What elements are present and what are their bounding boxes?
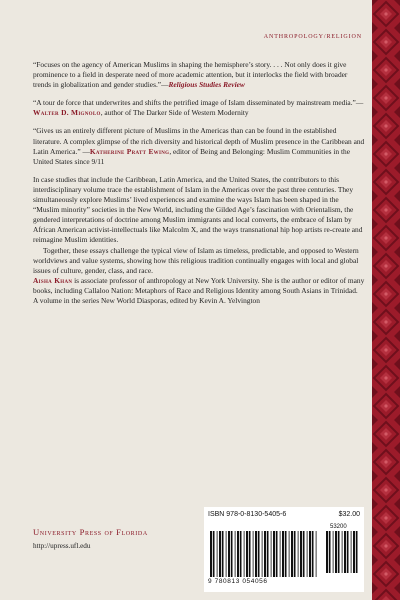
- barcode-bar: [307, 531, 308, 577]
- barcode-bar: [244, 531, 245, 577]
- category-label: ANTHROPOLOGY/RELIGION: [263, 34, 362, 40]
- barcode-bar: [222, 531, 224, 577]
- barcode-bar: [312, 531, 314, 577]
- barcode-bar: [219, 531, 221, 577]
- review-quote-1: [33, 60, 365, 90]
- barcode-bar: [213, 531, 215, 577]
- barcode-bar: [294, 531, 296, 577]
- barcode-bar: [285, 531, 287, 577]
- barcode-bar: [353, 531, 355, 573]
- barcode-bar: [356, 531, 358, 573]
- barcode-bar: [316, 531, 317, 577]
- addon-barcode: [326, 531, 360, 573]
- barcode-bar: [237, 531, 239, 577]
- barcode-bar: [280, 531, 281, 577]
- barcode-bar: [329, 531, 331, 573]
- geometric-pattern: [372, 0, 400, 600]
- quote-text: “A tour de force that underwrites and shifts the petrified image of Islam disseminated by mainstream media.”—: [33, 98, 364, 108]
- review-quote-3: [33, 126, 365, 166]
- barcode-bar: [309, 531, 311, 577]
- isbn-text: ISBN 978-0-8130-5405-6: [208, 511, 287, 518]
- author-bio-text: is associate professor of anthropology at New York University. She is the author or editor of many books, including Callaloo Nation: Metaphors of Race and Religious Identity among South Asians in Trinidad.: [33, 275, 365, 295]
- barcode-bar: [347, 531, 349, 573]
- barcode-bar: [246, 531, 248, 577]
- barcode-bar: [253, 531, 254, 577]
- barcode-bar: [258, 531, 260, 577]
- barcode-bar: [262, 531, 263, 577]
- barcode-bar: [303, 531, 305, 577]
- barcode-bar: [255, 531, 257, 577]
- description-paragraph-1: In case studies that include the Caribbean, Latin America, and the United States, the contributors to this interdisciplinary volume trace the establishment of Islam in the Americas over the past three centuries. They simultaneously explore Muslims’ lived experiences and examine the ways Islam has been shaped in the “Muslim minority” societies in the New World, including the Gilded Age’s fascination with Orientalism, the gendered interpretations of doctrine among Muslim immigrants and local converts, the embrace of Islam by African American activist-intellectuals like Malcolm X, and the ways transnational hip hop artists re-create and reimagine Muslim identities.: [33, 174, 363, 245]
- barcode-bar: [226, 531, 227, 577]
- quote-text: “Focuses on the agency of American Muslims in shaping the hemisphere’s story. . . . Not only does it give prominence to a field in desperate need of more academic attention, but it interlocks the field with broader trends in globalization and gender studies.”—: [33, 60, 348, 90]
- barcode-bar: [291, 531, 293, 577]
- barcode-bar: [338, 531, 340, 573]
- barcode-bar: [276, 531, 278, 577]
- barcode-bar: [235, 531, 236, 577]
- barcode-bar: [231, 531, 233, 577]
- ean-barcode: [210, 531, 318, 577]
- quote-attribution: Religious Studies Review: [168, 80, 245, 90]
- price-text: $32.00: [338, 511, 360, 518]
- barcode-bar: [335, 531, 337, 573]
- barcode-bar: [267, 531, 269, 577]
- barcode-box: [204, 507, 364, 592]
- barcode-bar: [344, 531, 346, 573]
- barcode-bar: [282, 531, 284, 577]
- barcode-bar: [298, 531, 299, 577]
- publisher-name: University Press of Florida: [33, 527, 148, 537]
- barcode-bar: [217, 531, 218, 577]
- author-name: Aisha Khan: [33, 275, 73, 285]
- barcode-bar: [326, 531, 328, 573]
- review-quote-2: [33, 98, 365, 118]
- barcode-bar: [289, 531, 290, 577]
- quote-tail: , author of The Darker Side of Western Modernity: [100, 108, 249, 118]
- barcode-digits: 9 780813 054056: [208, 578, 268, 585]
- quote-text: “Gives us an entirely different picture of Muslims in the Americas than can be found in the established literature. A complex glimpse of the rich diversity and historical depth of Muslim presence in the Caribbean and Latin America.” —: [33, 126, 365, 156]
- barcode-bar: [300, 531, 302, 577]
- addon-code: 53200: [330, 524, 347, 530]
- barcode-bar: [273, 531, 275, 577]
- author-bio: [33, 276, 365, 296]
- barcode-bar: [210, 531, 212, 577]
- quote-tail: , editor of Being and Belonging: Muslim Communities in the United States since 9/11: [33, 146, 350, 166]
- barcode-bar: [249, 531, 251, 577]
- barcode-bar: [333, 531, 334, 573]
- publisher-url[interactable]: http://upress.ufl.edu: [33, 542, 91, 550]
- cover-text: [33, 60, 365, 306]
- quote-attribution: Walter D. Mignolo: [33, 108, 101, 118]
- barcode-bar: [342, 531, 343, 573]
- barcode-bar: [351, 531, 352, 573]
- barcode-bar: [264, 531, 266, 577]
- barcode-bar: [228, 531, 230, 577]
- barcode-bar: [271, 531, 272, 577]
- description-paragraph-2: Together, these essays challenge the typical view of Islam as timeless, predictable, and opposed to Western worldviews and value systems, showing how this religious tradition continually engages with local and global issues of culture, gender, class, and race.: [33, 245, 359, 275]
- barcode-bar: [240, 531, 242, 577]
- decorative-spine: [372, 0, 400, 600]
- series-note: A volume in the series New World Diasporas, edited by Kevin A. Yelvington: [33, 295, 260, 305]
- quote-attribution: Katherine Pratt Ewing: [89, 146, 170, 156]
